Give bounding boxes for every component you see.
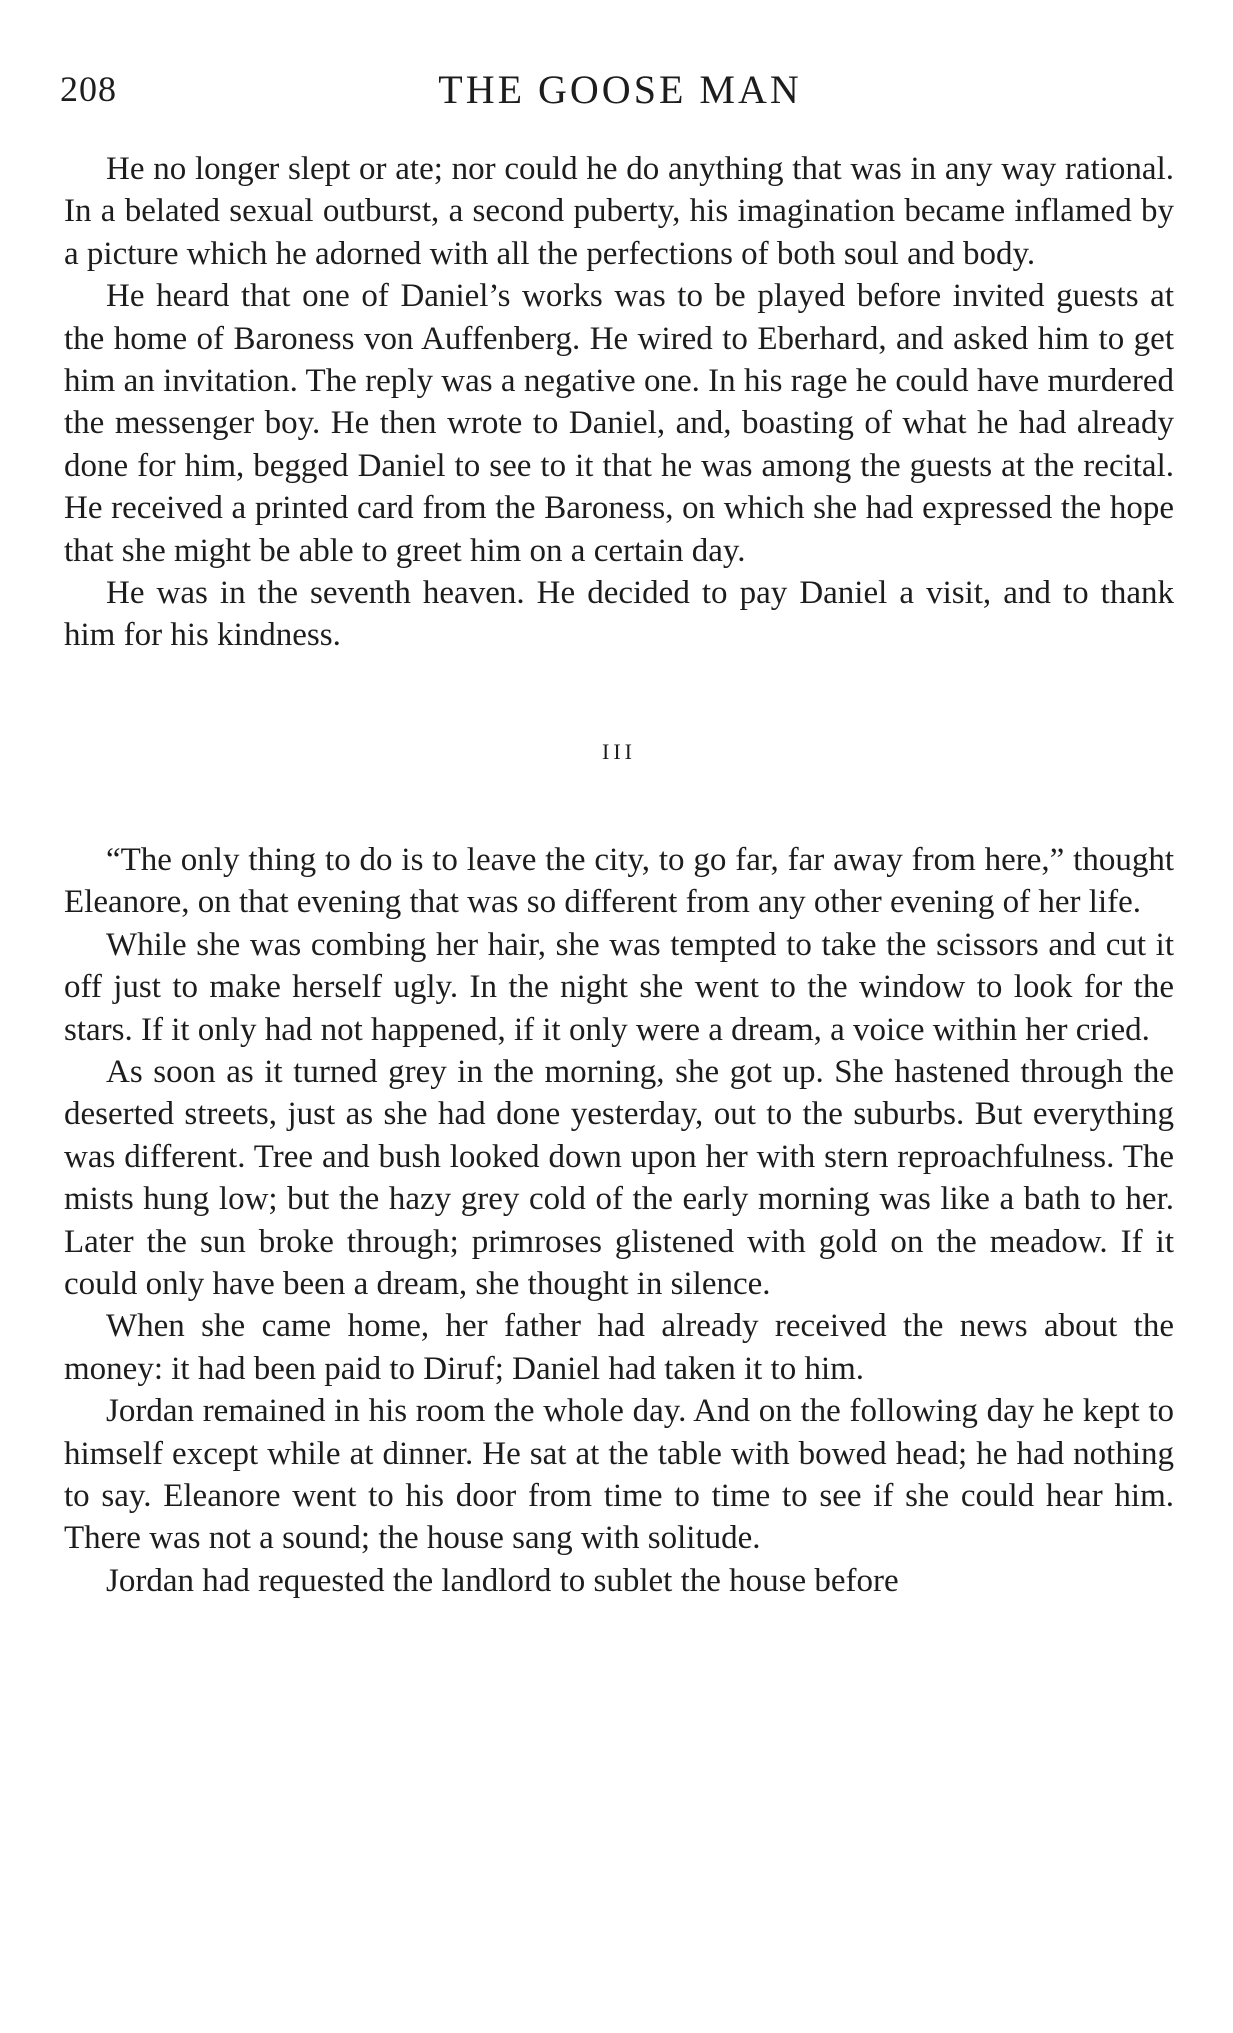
paragraph: While she was combing her hair, she was tempted to take the scissors and cut it off just to make herself ugly. In the night she went to the window to look for the stars. If it only had not happened, if it only were a dream, a voice within her cried.	[64, 926, 1174, 1048]
page-number: 208	[60, 69, 117, 109]
paragraph: Jordan had requested the landlord to sublet the house before	[106, 1562, 899, 1599]
paragraph: He heard that one of Daniel’s works was to be played before invited guests at the home of Baroness von Auffenberg. He wired to Eberhard, and asked him to get him an invitation. The reply was a negative one. In his rage he could have murdered the messenger boy. He then wrote to Daniel, and, boasting of what he had already done for him, begged Daniel to see to it that he was among the guests at the recital. He received a printed card from the Baroness, on which she had expressed the hope that she might be able to greet him on a certain day.	[64, 278, 1174, 569]
running-title: THE GOOSE MAN	[438, 67, 802, 112]
paragraph: “The only thing to do is to leave the city, to go far, far away from here,” thought Eleanore, on that evening that was so different from any other evening of her life.	[64, 841, 1174, 921]
paragraph: He no longer slept or ate; nor could he do anything that was in any way rational. In a belated sexual outburst, a second puberty, his imagination became inflamed by a picture which he adorned with all the perfections of both soul and body.	[64, 151, 1174, 272]
section-heading: III	[602, 738, 636, 764]
running-head	[60, 60, 1180, 120]
paragraph: He was in the seventh heaven. He decided to pay Daniel a visit, and to thank him for his kindness.	[64, 575, 1174, 654]
paragraph: As soon as it turned grey in the morning, she got up. She hastened through the deserted streets, just as she had done yesterday, out to the suburbs. But everything was different. Tree and bush looked down upon her with stern reproachfulness. The mists hung low; but the hazy grey cold of the early morning was like a bath to her. Later the sun broke through; primroses glistened with gold on the meadow. If it could only have been a dream, she thought in silence.	[64, 1053, 1174, 1302]
paragraph: Jordan remained in his room the whole day. And on the following day he kept to himself except while at dinner. He sat at the table with bowed head; he had nothing to say. Eleanore went to his door from time to time to see if she could hear him. There was not a sound; the house sang with solitude.	[64, 1393, 1174, 1557]
body-text	[64, 148, 1174, 1602]
paragraph: When she came home, her father had already received the news about the money: it had been paid to Diruf; Daniel had taken it to him.	[64, 1308, 1174, 1387]
